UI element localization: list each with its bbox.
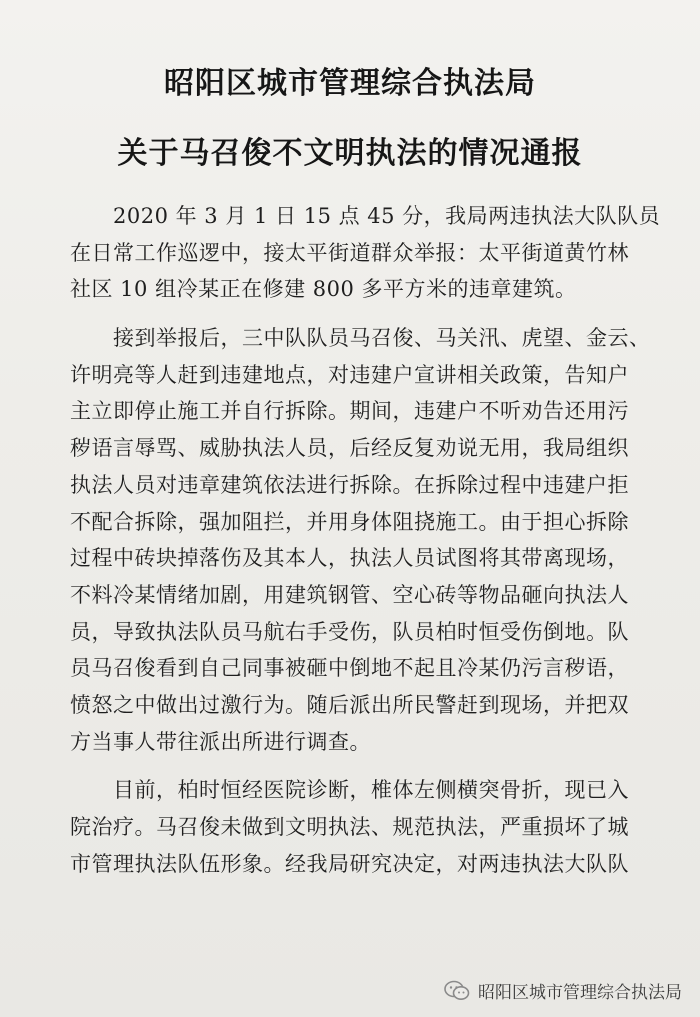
text-line: 目前，柏时恒经医院诊断，椎体左侧横突骨折，现已入 (70, 778, 629, 803)
paragraph-3 (70, 772, 650, 882)
text-line: 社区 10 组冷某正在修建 800 多平方米的违章建筑。 (70, 277, 577, 302)
text-line: 许明亮等人赶到违建地点，对违建户宣讲相关政策，告知户 (70, 362, 629, 387)
wechat-icon (444, 980, 470, 1002)
text-line: 在日常工作巡逻中，接太平街道群众举报：太平街道黄竹林 (70, 240, 629, 265)
document-title-subject: 关于马召俊不文明执法的情况通报 (117, 136, 583, 171)
text-line: 接到举报后，三中队队员马召俊、马关汛、虎望、金云、 (70, 326, 651, 351)
document-body (70, 198, 661, 882)
text-line: 不料冷某情绪加剧，用建筑钢管、空心砖等物品砸向执法人 (70, 582, 629, 607)
text-line: 不配合拆除，强加阻拦，并用身体阻挠施工。由于担心拆除 (70, 509, 629, 534)
text-line: 过程中砖块掉落伤及其本人，执法人员试图将其带离现场， (70, 546, 629, 571)
text-line: 方当事人带往派出所进行调查。 (70, 729, 371, 754)
text-line: 市管理执法队伍形象。经我局研究决定，对两违执法大队队 (70, 851, 629, 876)
paragraph-gap (70, 760, 650, 772)
text-line: 主立即停止施工并自行拆除。期间，违建户不听劝告还用污 (70, 399, 629, 424)
paragraph-1 (70, 198, 661, 308)
text-line: 院治疗。马召俊未做到文明执法、规范执法，严重损坏了城 (70, 815, 629, 839)
text-line: 2020 年 3 月 1 日 15 点 45 分，我局两违执法大队队员 (70, 204, 661, 228)
text-line: 执法人员对违章建筑依法进行拆除。在拆除过程中违建户拒 (70, 472, 629, 497)
paragraph-2 (70, 320, 650, 760)
watermark-text: 昭阳区城市管理综合执法局 (478, 983, 682, 1003)
paragraph-gap (70, 308, 650, 320)
document-title-agency: 昭阳区城市管理综合执法局 (164, 66, 536, 101)
text-line: 员马召俊看到自己同事被砸中倒地不起且冷某仍污言秽语， (70, 656, 629, 681)
wechat-watermark (444, 978, 682, 1003)
text-line: 秽语言辱骂、威胁执法人员，后经反复劝说无用，我局组织 (70, 436, 629, 461)
text-line: 员，导致执法队员马航右手受伤，队员柏时恒受伤倒地。队 (70, 619, 629, 644)
text-line: 愤怒之中做出过激行为。随后派出所民警赶到现场，并把双 (70, 692, 629, 717)
